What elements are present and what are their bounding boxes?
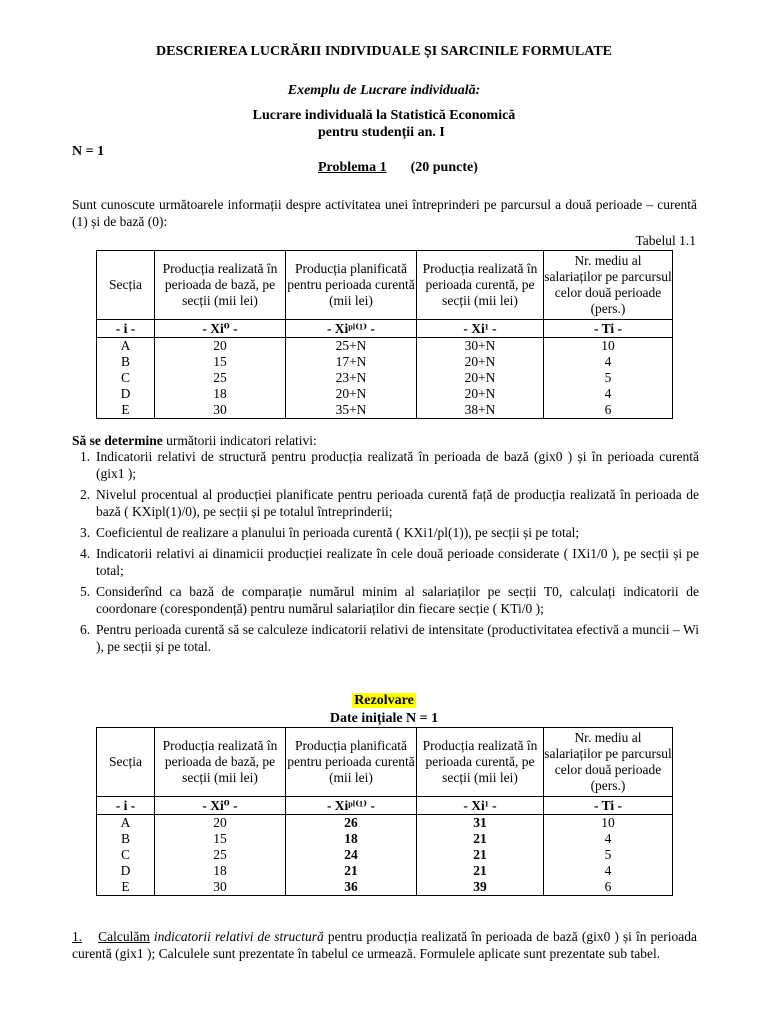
cell: A <box>97 815 155 832</box>
table-row <box>97 831 673 847</box>
cell: D <box>97 863 155 879</box>
cell: 30 <box>155 879 286 896</box>
cell: 20+N <box>417 370 544 386</box>
cell: 6 <box>544 879 673 896</box>
cell: 18 <box>286 831 417 847</box>
cell: B <box>97 354 155 370</box>
cell: 10 <box>544 338 673 355</box>
cell: 20+N <box>417 386 544 402</box>
header-curenta: Producția realizată în perioada curentă, pe secții (mii lei) <box>417 251 544 320</box>
cell: 5 <box>544 370 673 386</box>
cell: C <box>97 847 155 863</box>
cell: 18 <box>155 863 286 879</box>
problem-name: Problema 1 <box>318 160 387 175</box>
task-text: Coeficientul de realizare a planului în perioada curentă ( KXi1/pl(1)), pe secții și pe total; <box>96 525 580 540</box>
table-caption: Tabelul 1.1 <box>635 233 696 248</box>
cell: 23+N <box>286 370 417 386</box>
task-text: Pentru perioada curentă să se calculeze indicatorii relativi de intensitate (productivitatea efectivă a muncii – Wi ), pe secții și pe total. <box>96 622 699 654</box>
task-text: Indicatorii relativi ai dinamicii producției realizate în cele două perioade considerate ( IXi1/0 ), pe secții și pe total; <box>96 546 699 578</box>
cell: 21 <box>417 831 544 847</box>
list-item <box>72 448 699 482</box>
cell: 26 <box>286 815 417 832</box>
header-planificata: Producția planificată pentru perioada curentă (mii lei) <box>286 728 417 797</box>
task-number: 3. <box>80 525 91 540</box>
symbol-i: - i - <box>97 797 155 815</box>
cell: 4 <box>544 386 673 402</box>
header-sectia: Secția <box>97 251 155 320</box>
table-row <box>97 370 673 386</box>
cell: 31 <box>417 815 544 832</box>
cell: 5 <box>544 847 673 863</box>
header-salariati: Nr. mediu al salariaților pe parcursul celor două perioade (pers.) <box>544 251 673 320</box>
table-row <box>97 879 673 896</box>
data-table-1 <box>96 250 673 419</box>
task-list <box>72 448 699 659</box>
task-text: Indicatorii relativi de structură pentru producția realizată în perioada de bază (gix0 ) și în perioada curentă (gix1 ); <box>96 449 699 481</box>
task-number: 6. <box>80 622 91 637</box>
cell: 17+N <box>286 354 417 370</box>
task-number: 1. <box>80 449 91 464</box>
table-row <box>97 863 673 879</box>
table-header-row <box>97 728 673 797</box>
cell: 36 <box>286 879 417 896</box>
cell: 4 <box>544 354 673 370</box>
cell: D <box>97 386 155 402</box>
task-text: Nivelul procentual al producției planificate pentru perioada curentă față de producția realizată în perioada de bază ( KXipl(1)/0), pe secții și pe totalul întreprinderii; <box>96 487 699 519</box>
symbol-xpl: - Xiᵖˡ⁽¹⁾ - <box>286 320 417 338</box>
problem-points: (20 puncte) <box>410 160 478 175</box>
symbol-xpl: - Xiᵖˡ⁽¹⁾ - <box>286 797 417 815</box>
step-1-italic: indicatorii relativi de structură <box>153 929 324 944</box>
cell: 4 <box>544 863 673 879</box>
cell: 15 <box>155 831 286 847</box>
symbol-x0: - Xi⁰ - <box>155 797 286 815</box>
table-header-row <box>97 251 673 320</box>
cell: 30+N <box>417 338 544 355</box>
cell: B <box>97 831 155 847</box>
cell: 10 <box>544 815 673 832</box>
header-planificata: Producția planificată pentru perioada curentă (mii lei) <box>286 251 417 320</box>
table-row <box>97 402 673 419</box>
n-value-label: N = 1 <box>72 144 105 159</box>
cell: 20+N <box>286 386 417 402</box>
symbol-t: - Ti - <box>544 797 673 815</box>
step-1-verb: Calculăm <box>98 929 150 944</box>
table-symbol-row <box>97 320 673 338</box>
cell: 20 <box>155 815 286 832</box>
table-row <box>97 847 673 863</box>
header-salariati: Nr. mediu al salariaților pe parcursul celor două perioade (pers.) <box>544 728 673 797</box>
header-sectia: Secția <box>97 728 155 797</box>
determine-bold: Să se determine <box>72 433 163 448</box>
intro-paragraph: Sunt cunoscute următoarele informații despre activitatea unei întreprinderi pe parcursul a două perioade – curentă (1) și de bază (0): <box>72 197 697 229</box>
cell: 25 <box>155 847 286 863</box>
step-1-paragraph <box>72 928 697 962</box>
cell: 6 <box>544 402 673 419</box>
cell: 25 <box>155 370 286 386</box>
cell: 38+N <box>417 402 544 419</box>
table-row <box>97 354 673 370</box>
determine-line <box>72 432 317 449</box>
cell: 35+N <box>286 402 417 419</box>
symbol-x1: - Xi¹ - <box>417 797 544 815</box>
solution-heading-text: Rezolvare <box>354 693 414 708</box>
task-number: 4. <box>80 546 91 561</box>
task-number: 5. <box>80 584 91 599</box>
list-item <box>72 621 699 655</box>
table-row <box>97 338 673 355</box>
header-curenta: Producția realizată în perioada curentă, pe secții (mii lei) <box>417 728 544 797</box>
problem-heading <box>318 159 478 176</box>
symbol-i: - i - <box>97 320 155 338</box>
cell: A <box>97 338 155 355</box>
table-row <box>97 815 673 832</box>
task-number: 2. <box>80 487 91 502</box>
cell: 20 <box>155 338 286 355</box>
table-symbol-row <box>97 797 673 815</box>
list-item <box>72 583 699 617</box>
cell: 18 <box>155 386 286 402</box>
work-title: Lucrare individuală la Statistică Economică <box>252 108 516 123</box>
example-heading: Exemplu de Lucrare individuală: <box>287 83 481 98</box>
symbol-x1: - Xi¹ - <box>417 320 544 338</box>
cell: 30 <box>155 402 286 419</box>
document-title: DESCRIEREA LUCRĂRII INDIVIDUALE ȘI SARCINILE FORMULATE <box>156 44 612 59</box>
cell: 20+N <box>417 354 544 370</box>
cell: E <box>97 879 155 896</box>
cell: 39 <box>417 879 544 896</box>
list-item <box>72 486 699 520</box>
audience-line: pentru studenții an. I <box>318 125 445 140</box>
cell: 24 <box>286 847 417 863</box>
list-item <box>72 545 699 579</box>
initial-data-heading: Date inițiale N = 1 <box>329 711 439 726</box>
header-baza: Producția realizată în perioada de bază, pe secții (mii lei) <box>155 251 286 320</box>
task-text: Considerînd ca bază de comparație numărul minim al salariaților pe secții T0, calculați indicatorii de coordonare (corespondență) pentru numărul salariaților din fiecare secție ( KTi/0 ); <box>96 584 699 616</box>
symbol-x0: - Xi⁰ - <box>155 320 286 338</box>
list-item <box>72 524 699 541</box>
cell: C <box>97 370 155 386</box>
header-baza: Producția realizată în perioada de bază, pe secții (mii lei) <box>155 728 286 797</box>
cell: 21 <box>417 863 544 879</box>
step-1-text: pentru producția realizată în perioada de bază (gix0 ) și în perioada curentă (gix1 ); Calculele sunt prezentate în tabelul ce urmează. Formulele aplicate sunt prezentate sub tabel. <box>72 929 697 961</box>
determine-rest: următorii indicatori relativi: <box>162 433 317 448</box>
symbol-t: - Ti - <box>544 320 673 338</box>
step-1-number: 1. <box>72 929 83 944</box>
cell: 25+N <box>286 338 417 355</box>
cell: 4 <box>544 831 673 847</box>
solution-heading <box>0 692 768 709</box>
cell: 21 <box>417 847 544 863</box>
table-row <box>97 386 673 402</box>
data-table-2 <box>96 727 673 896</box>
cell: 21 <box>286 863 417 879</box>
cell: 15 <box>155 354 286 370</box>
cell: E <box>97 402 155 419</box>
